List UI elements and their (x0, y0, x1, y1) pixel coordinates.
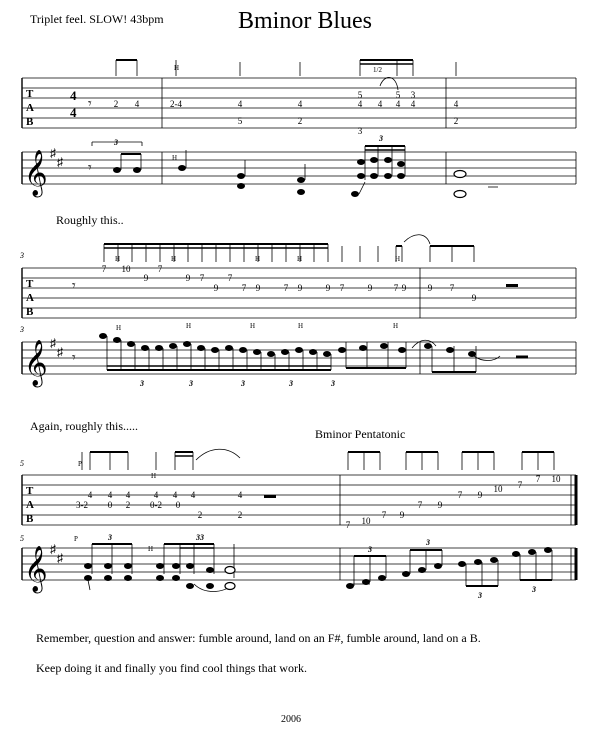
footer-note-2: Keep doing it and finally you find cool things that work. (36, 661, 307, 675)
svg-text:0-2: 0-2 (150, 500, 162, 510)
svg-text:4: 4 (395, 99, 401, 109)
hammer-on-7: H (395, 255, 401, 263)
svg-text:4: 4 (87, 490, 93, 500)
tab-3-clef-t: T (26, 485, 34, 497)
tab-clef-a: A (26, 102, 34, 114)
triplet-8: 3 (108, 533, 112, 542)
system-2-number: 3 (20, 251, 24, 260)
system-3-annotation: Again, roughly this..... (30, 419, 138, 433)
tab-1-rhythm (116, 60, 456, 90)
system-3-number: 5 (20, 459, 24, 468)
svg-text:10: 10 (551, 474, 561, 484)
svg-text:7: 7 (449, 283, 455, 293)
svg-text:4: 4 (134, 99, 140, 109)
triplet-5: 3 (241, 379, 245, 388)
svg-text:4: 4 (237, 490, 243, 500)
svg-text:4: 4 (377, 99, 383, 109)
double-triplet: 33 (196, 533, 204, 542)
system-2-annotation: Roughly this.. (56, 213, 124, 227)
bend-marking: 1/2 (373, 66, 382, 74)
svg-text:5: 5 (237, 116, 243, 126)
svg-text:5: 5 (357, 90, 363, 100)
tab-2-frets (102, 264, 477, 303)
svg-text:7: 7 (417, 500, 423, 510)
svg-text:9: 9 (437, 500, 443, 510)
staff-1 (22, 142, 576, 194)
svg-text:7: 7 (199, 273, 205, 283)
section-title: Bminor Pentatonic (315, 427, 406, 441)
tab-clef-t: T (26, 88, 34, 100)
svg-text:𝄞: 𝄞 (24, 546, 48, 591)
triplet-10: 3 (426, 538, 430, 547)
svg-text:4: 4 (172, 490, 178, 500)
hammer-on-2: H (172, 154, 178, 162)
svg-text:7: 7 (457, 490, 463, 500)
hammer-on-8: H (116, 324, 122, 332)
hammer-on-10: H (250, 322, 256, 330)
tab-staff-2 (22, 268, 576, 318)
pull-off-1: P (78, 460, 82, 468)
svg-text:10: 10 (121, 264, 131, 274)
svg-text:♯: ♯ (57, 345, 63, 359)
tab-2-rhythm (104, 235, 474, 262)
svg-text:4: 4 (125, 490, 131, 500)
svg-text:♯: ♯ (57, 155, 63, 169)
svg-text:4: 4 (107, 490, 113, 500)
svg-text:9: 9 (401, 283, 407, 293)
svg-text:10: 10 (493, 484, 503, 494)
svg-text:9: 9 (367, 283, 373, 293)
svg-text:2: 2 (237, 510, 243, 520)
treble-clefs (24, 150, 48, 594)
svg-text:7: 7 (535, 474, 541, 484)
svg-text:9: 9 (185, 273, 191, 283)
system-2-staff-number: 3 (20, 325, 24, 334)
tab-3-rhythm (82, 449, 554, 470)
rests (72, 97, 92, 366)
svg-text:3: 3 (357, 126, 363, 136)
svg-text:𝄞: 𝄞 (24, 340, 48, 385)
svg-text:2: 2 (113, 99, 119, 109)
tempo-marking: Triplet feel. SLOW! 43bpm (30, 12, 164, 26)
svg-text:7: 7 (241, 283, 247, 293)
triplet-1: 3 (114, 138, 118, 147)
svg-text:9: 9 (213, 283, 219, 293)
svg-text:7: 7 (283, 283, 289, 293)
triplet-11: 3 (478, 591, 482, 600)
system-3-staff-number: 5 (20, 534, 24, 543)
svg-text:9: 9 (427, 283, 433, 293)
footer-year: 2006 (281, 714, 301, 725)
hammer-on-1: H (174, 64, 180, 72)
svg-text:0: 0 (107, 500, 113, 510)
svg-text:𝄾: 𝄾 (88, 161, 92, 176)
tab-3-clef-a: A (26, 499, 34, 511)
tab-clef-b: B (26, 116, 34, 128)
half-rests (264, 284, 518, 498)
svg-text:9: 9 (325, 283, 331, 293)
hammer-on-13: H (151, 472, 157, 480)
svg-text:♯: ♯ (50, 146, 56, 160)
svg-text:4: 4 (190, 490, 196, 500)
svg-text:7: 7 (339, 283, 345, 293)
svg-text:3: 3 (410, 90, 416, 100)
svg-text:3-2: 3-2 (76, 500, 88, 510)
triplet-12: 3 (532, 585, 536, 594)
tab-1-frets (114, 90, 459, 136)
svg-text:7: 7 (393, 283, 399, 293)
svg-text:♯: ♯ (50, 542, 56, 556)
svg-text:7: 7 (157, 264, 163, 274)
svg-text:2: 2 (125, 500, 131, 510)
triplet-2: 3 (379, 134, 383, 143)
svg-text:𝄾: 𝄾 (72, 279, 76, 294)
page-title: Bminor Blues (238, 8, 373, 34)
triplet-6: 3 (289, 379, 293, 388)
hammer-on-6: H (297, 255, 303, 263)
triplet-7: 3 (331, 379, 335, 388)
key-signatures (50, 146, 63, 565)
svg-text:♯: ♯ (57, 551, 63, 565)
svg-text:7: 7 (345, 520, 351, 530)
svg-text:4: 4 (297, 99, 303, 109)
hammer-on-14: H (148, 545, 154, 553)
svg-text:4: 4 (453, 99, 459, 109)
svg-text:2-4: 2-4 (170, 99, 182, 109)
hammer-on-3: H (115, 255, 121, 263)
footer-note-1: Remember, question and answer: fumble around, land on an F#, fumble around, land on a B. (36, 631, 481, 645)
svg-text:4: 4 (237, 99, 243, 109)
triplet-9: 3 (368, 545, 372, 554)
time-signature-top: 4 (70, 88, 77, 103)
svg-text:9: 9 (297, 283, 303, 293)
svg-text:2: 2 (453, 116, 459, 126)
svg-text:9: 9 (143, 273, 149, 283)
tab-staff-3 (22, 475, 576, 525)
svg-text:4: 4 (357, 99, 363, 109)
svg-text:2: 2 (197, 510, 203, 520)
svg-text:0: 0 (175, 500, 181, 510)
hammer-on-4: H (171, 255, 177, 263)
svg-text:2: 2 (297, 116, 303, 126)
staff-2 (22, 336, 576, 374)
svg-text:4: 4 (153, 490, 159, 500)
tab-2-clef-b: B (26, 306, 34, 318)
tab-2-clef-a: A (26, 292, 34, 304)
hammer-on-11: H (298, 322, 304, 330)
svg-text:4: 4 (410, 99, 416, 109)
svg-text:9: 9 (477, 490, 483, 500)
triplet-3: 3 (140, 379, 144, 388)
svg-text:♯: ♯ (50, 336, 56, 350)
tab-3-clef-b: B (26, 513, 34, 525)
svg-text:𝄾: 𝄾 (72, 351, 76, 366)
hammer-on-9: H (186, 322, 192, 330)
tab-2-clef-t: T (26, 278, 34, 290)
svg-text:9: 9 (471, 293, 477, 303)
svg-text:𝄾: 𝄾 (88, 97, 92, 112)
hammer-on-5: H (255, 255, 261, 263)
svg-text:7: 7 (517, 480, 523, 490)
triplet-4: 3 (189, 379, 193, 388)
pull-off-2: P (74, 535, 78, 543)
svg-text:9: 9 (399, 510, 405, 520)
svg-text:10: 10 (361, 516, 371, 526)
time-signature-bottom: 4 (70, 105, 77, 120)
svg-text:7: 7 (101, 264, 107, 274)
tab-3-frets (76, 474, 561, 530)
svg-text:9: 9 (255, 283, 261, 293)
svg-text:5: 5 (395, 90, 401, 100)
noteheads (84, 157, 552, 589)
svg-text:7: 7 (227, 273, 233, 283)
svg-text:7: 7 (381, 510, 387, 520)
svg-text:𝄞: 𝄞 (24, 150, 48, 195)
hammer-on-12: H (393, 322, 399, 330)
